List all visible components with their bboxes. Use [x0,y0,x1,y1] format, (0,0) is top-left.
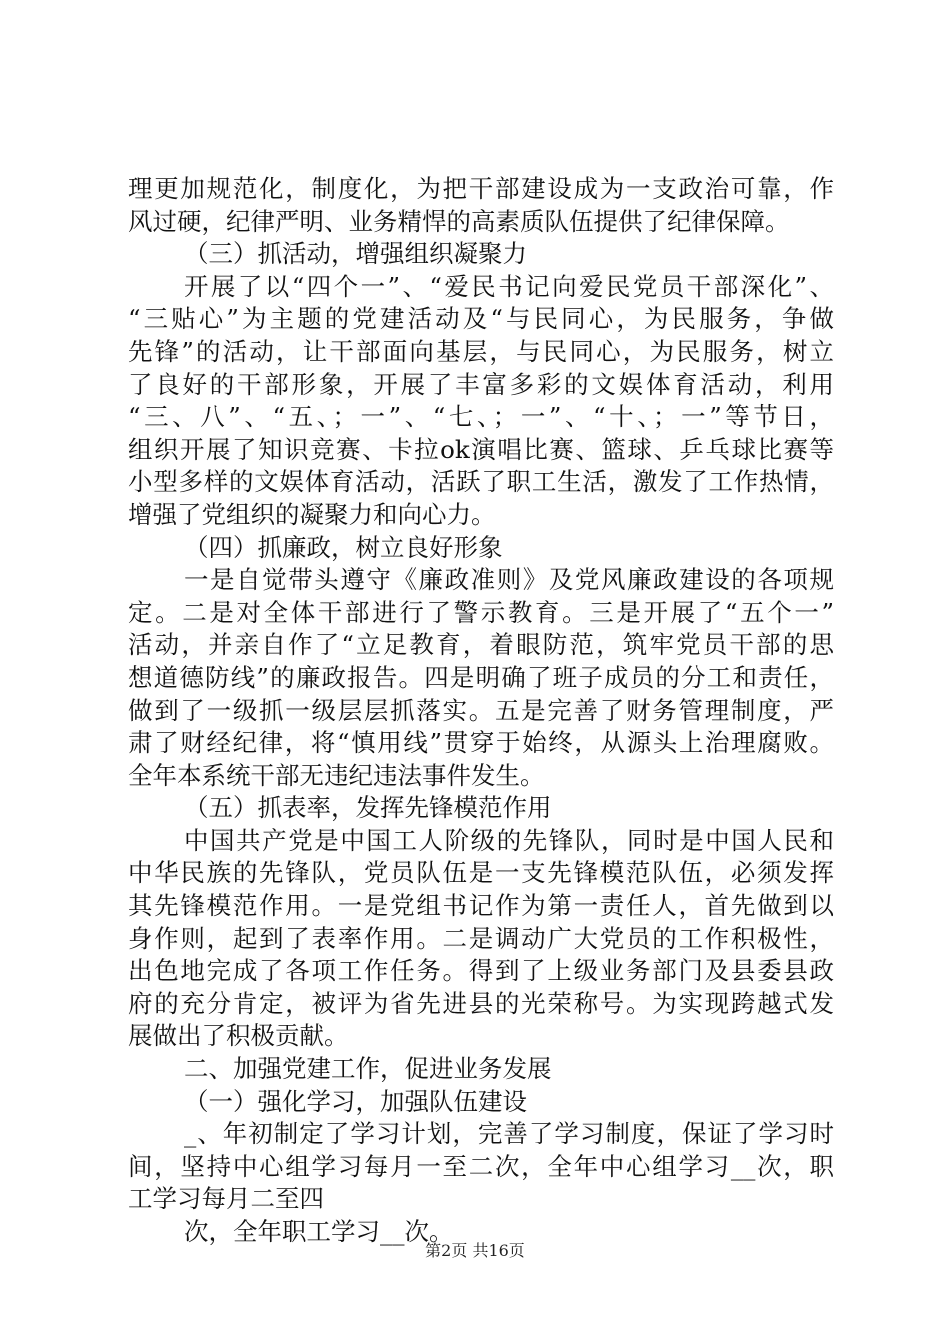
section-heading [128,1053,834,1086]
text-line: 其先锋模范作用。一是党组书记作为第一责任人，首先做到以 [128,891,834,921]
text-line: 肃了财经纪律，将“慎用线”贯穿于始终，从源头上治理腐败。 [128,728,834,758]
paragraph [128,271,834,532]
text-line: （四）抓廉政，树立良好形象 [184,532,503,562]
paragraph [128,1118,834,1216]
text-line: 组织开展了知识竞赛、卡拉ok演唱比赛、篮球、乒乓球比赛等 [128,434,834,464]
text-line: 间，坚持中心组学习每月一至二次，全年中心组学习__次，职 [128,1151,834,1181]
text-line: 想道德防线”的廉政报告。四是明确了班子成员的分工和责任， [128,662,834,692]
text-line: 先锋”的活动，让干部面向基层，与民同心，为民服务，树立 [128,336,834,366]
text-line: 增强了党组织的凝聚力和向心力。 [128,499,496,529]
section-heading [128,792,834,825]
text-line: 开展了以“四个一”、“爱民书记向爱民党员干部深化”、 [184,271,834,301]
text-line: 小型多样的文娱体育活动，活跃了职工生活，激发了工作热情， [128,467,834,497]
page-footer: 第2页 共16页 [425,1241,525,1260]
section-heading [128,532,834,565]
text-line: （一）强化学习，加强队伍建设 [184,1086,527,1116]
text-line: 展做出了积极贡献。 [128,1021,349,1051]
text-line: 二、加强党建工作，促进业务发展 [184,1054,552,1084]
paragraph [128,825,834,1053]
text-line: 中国共产党是中国工人阶级的先锋队，同时是中国人民和 [184,825,834,855]
text-line: 身作则，起到了表率作用。二是调动广大党员的工作积极性， [128,923,834,953]
text-line: 府的充分肯定，被评为省先进县的光荣称号。为实现跨越式发 [128,988,834,1018]
text-line: _、年初制定了学习计划，完善了学习制度，保证了学习时 [184,1119,834,1149]
text-line: 做到了一级抓一级层层抓落实。五是完善了财务管理制度，严 [128,695,834,725]
paragraph [128,173,834,238]
section-heading [128,1086,834,1119]
text-line: 了良好的干部形象，开展了丰富多彩的文娱体育活动，利用 [128,369,834,399]
text-line: 一是自觉带头遵守《廉政准则》及党风廉政建设的各项规 [184,565,834,595]
text-line: 活动，并亲自作了“立足教育，着眼防范，筑牢党员干部的思 [128,630,834,660]
text-line: 工学习每月二至四 [128,1184,324,1214]
text-line: 全年本系统干部无违纪违法事件发生。 [128,760,545,790]
text-line: “三、八”、“五、；一”、“七、；一”、“十、；一”等节日， [128,402,834,432]
text-line: “三贴心”为主题的党建活动及“与民同心，为民服务，争做 [128,304,834,334]
text-line: 风过硬，纪律严明、业务精悍的高素质队伍提供了纪律保障。 [128,206,790,236]
document-body [128,173,834,1249]
text-line: 出色地完成了各项工作任务。得到了上级业务部门及县委县政 [128,956,834,986]
section-heading [128,238,834,271]
text-line: 定。二是对全体干部进行了警示教育。三是开展了“五个一” [128,597,834,627]
text-line: 理更加规范化，制度化，为把干部建设成为一支政治可靠，作 [128,174,834,203]
text-line: （五）抓表率，发挥先锋模范作用 [184,793,552,823]
paragraph [128,564,834,792]
text-line: 次，全年职工学习__次。 [184,1217,454,1246]
text-line: （三）抓活动，增强组织凝聚力 [184,239,527,269]
text-line: 中华民族的先锋队，党员队伍是一支先锋模范队伍，必须发挥 [128,858,834,888]
